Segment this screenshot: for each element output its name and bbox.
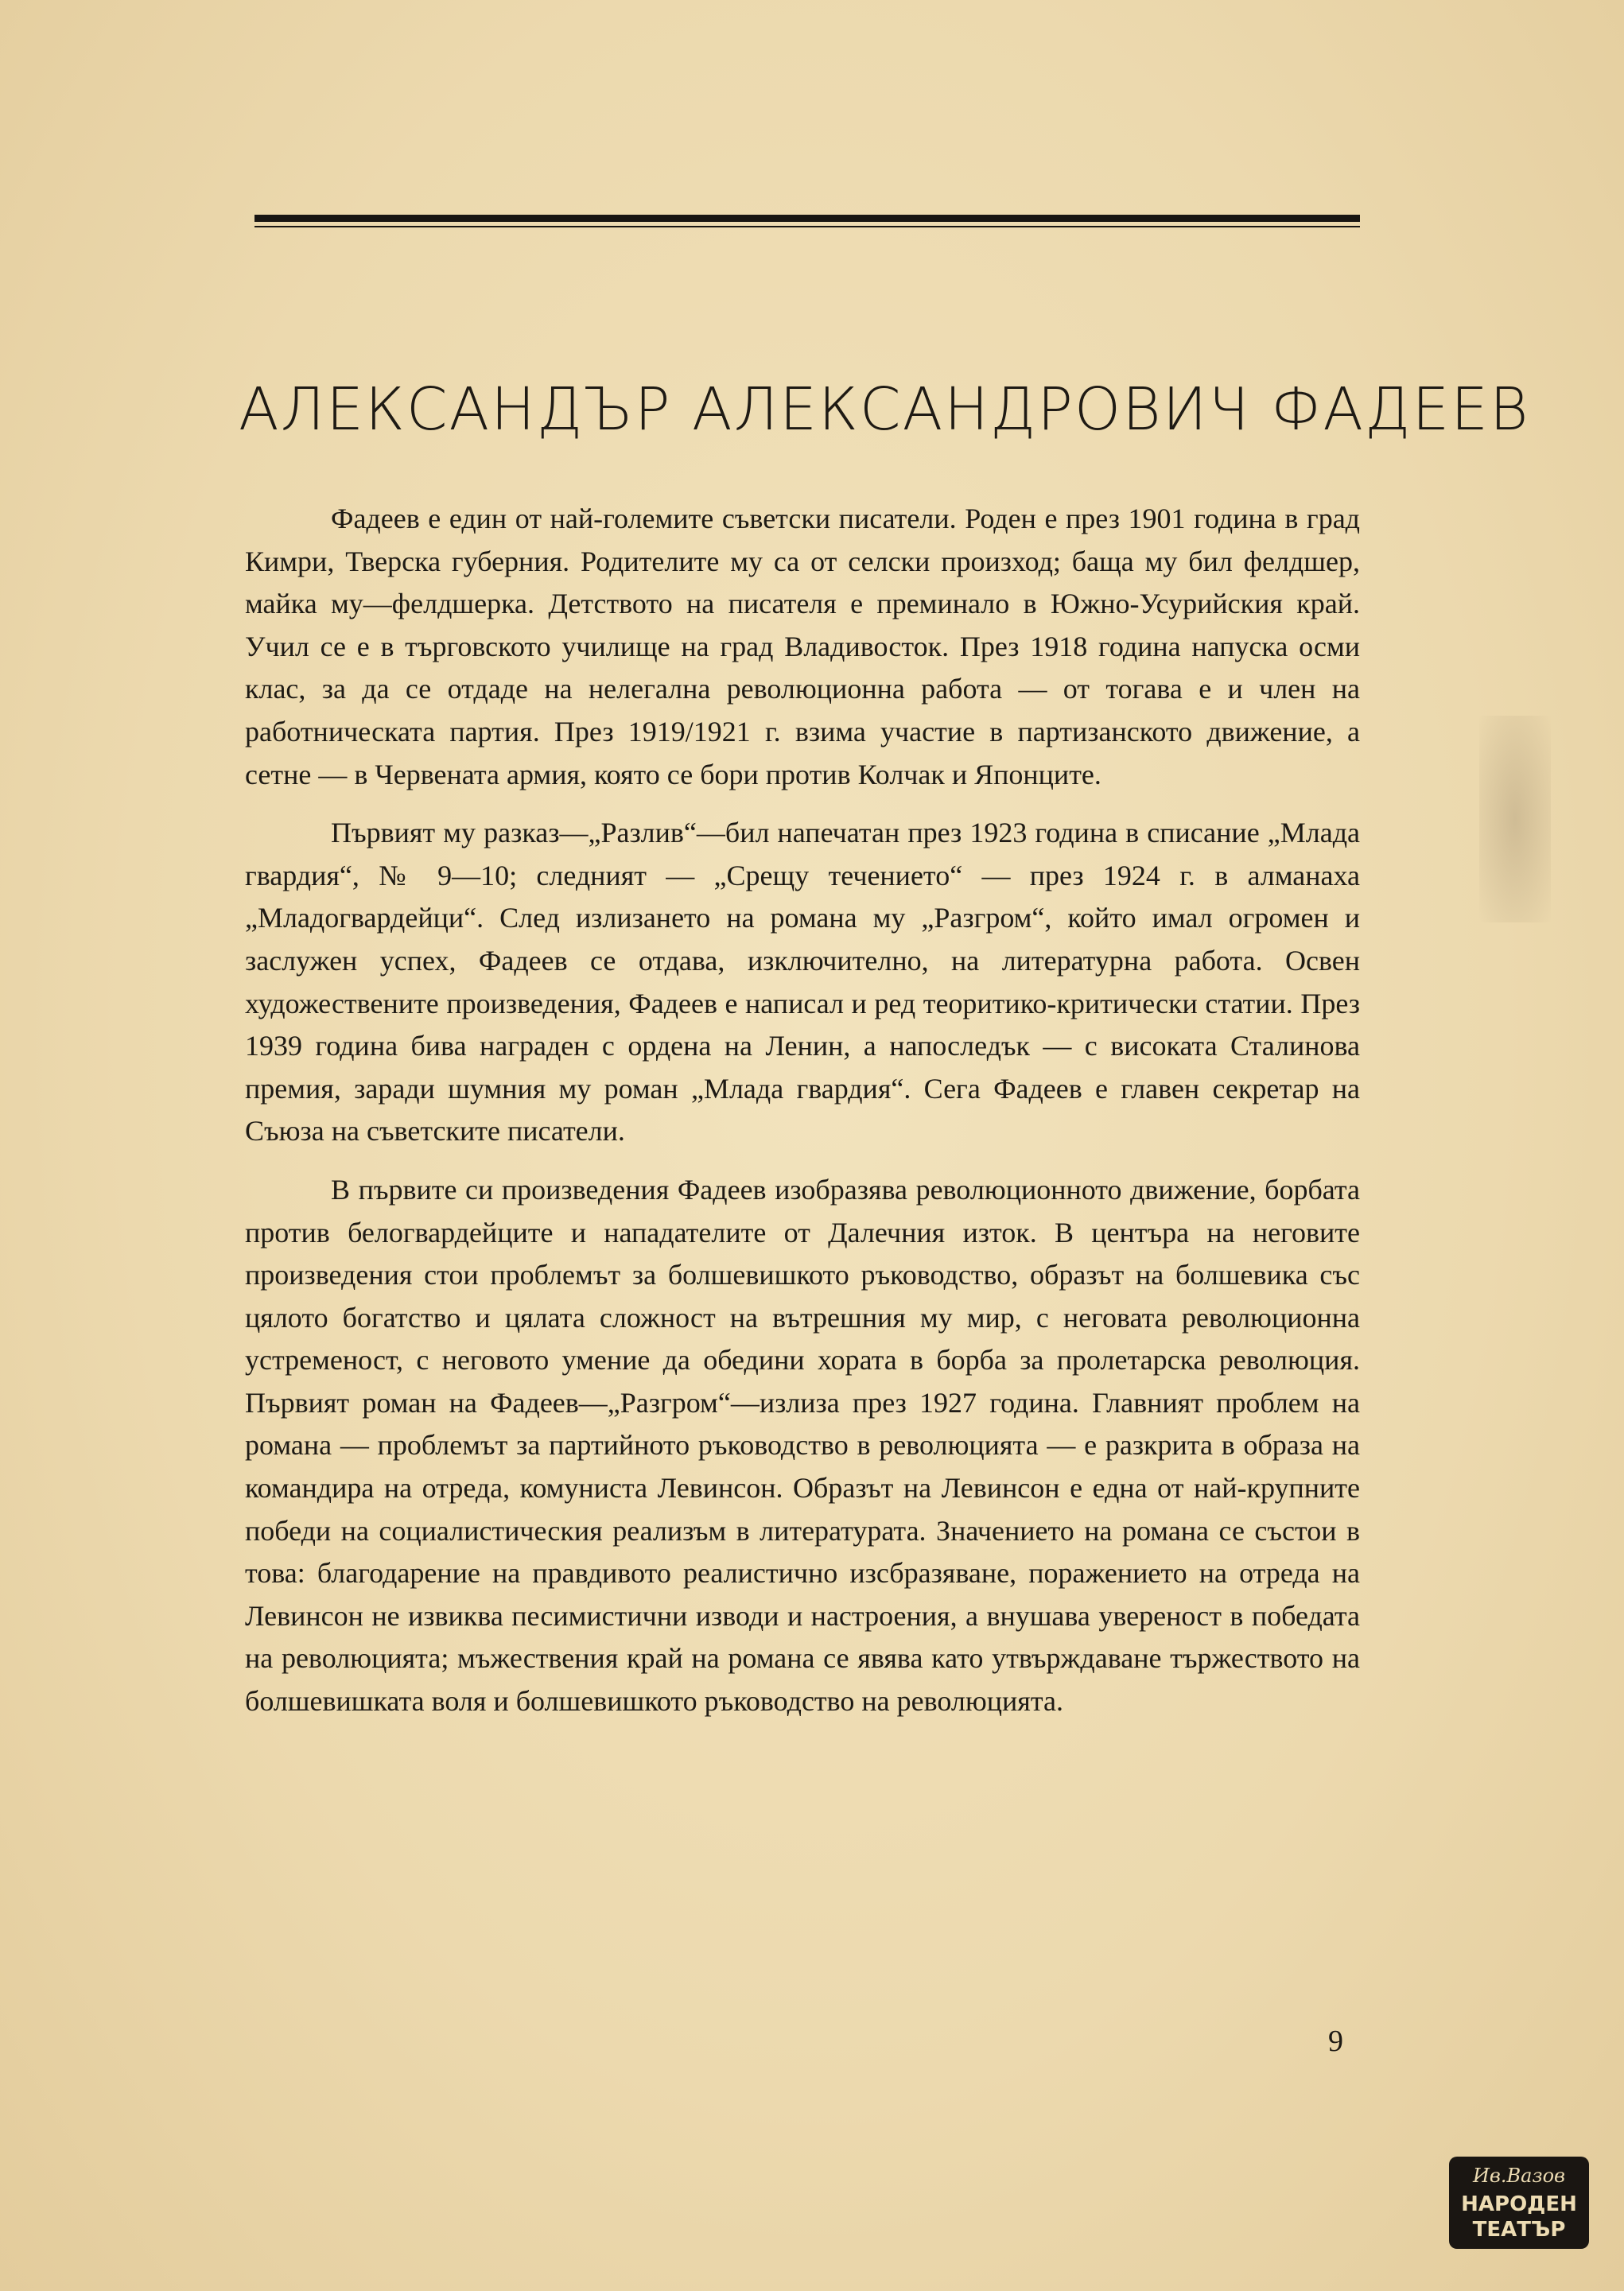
paragraph-2: Първият му разказ—„Разлив“—бил напечатан през 1923 година в списание „Млада гвардия“, № 9—10; следният — „Срещу течението“ — през 1924 г. в алманаха „Младогвардейци“. След излизането на романа му „Разгром“, който имал огромен и заслужен успех, Фадеев се отдава, изключително, на литературна работа. Освен художествените произведения, Фадеев е написал и ред теоритико-критически статии. През 1939 година бива награден с ордена на Ленин, а напоследък — с високата Сталинова премия, заради шумния му роман „Млада гвардия“. Сега Фадеев е главен секретар на Съюза на съветските писатели. bbox=[245, 817, 1360, 1147]
page-title: АЛЕКСАНДЪР АЛЕКСАНДРОВИЧ ФАДЕЕВ bbox=[239, 375, 1530, 444]
svg-text:Ив.Вазов: Ив.Вазов bbox=[1473, 2165, 1565, 2187]
page-number: 9 bbox=[1328, 2025, 1343, 2058]
paragraph-3: В първите си произведения Фадеев изобразява революционното движение, борбата против белогвардейците и нападателите от Далечния изток. В центъра на неговите произведения стои проблемът за болшевишкото ръководство, образът на болшевика със цялото богатство и цялата сложност на вътрешния му мир, с неговата революционна устременост, с неговото умение да обедини хората в борба за пролетарска революция. Първият роман на Фадеев—„Разгром“—излиза през 1927 година. Главният проблем на романа — проблемът за партийното ръководство в революцията — е разкрита в образа на командира на отреда, комуниста Левинсон. Образът на Левинсон е една от най-крупните победи на социалистическия реализъм в литературата. Значението на романа се състои в това: благодарение на правдивото реалистично изсбразяване, поражението на отреда на Левинсон не извиква песимистични изводи и настроения, а внушава увереност в победата на революцията; мъжествения край на романа се явява като утвърждаване тържеството на болшевишката воля и болшевишкото ръководство на революцията. bbox=[245, 1173, 1360, 1718]
paragraph-1: Фадеев е един от най-големите съветски писатели. Роден е през 1901 година в град Кимри, Тверска губерния. Родителите му са от селски произход; баща му бил фелдшер, майка му—фелдшерка. Детството на писателя е преминало в Южно-Усурийския край. Учил се е в търговското училище на град Владивосток. През 1918 година напуска осми клас, за да се отдаде на нелегална революционна работа — от тогава е и член на работническата партия. През 1919/1921 г. взима участие в партизанското движение, а сетне — в Червената армия, която се бори против Колчак и Японците. bbox=[245, 503, 1360, 790]
article-body bbox=[245, 498, 1360, 1723]
header-rule-thin bbox=[254, 226, 1360, 227]
paper-smudge bbox=[1479, 716, 1551, 922]
header-rule bbox=[254, 215, 1360, 227]
theatre-stamp-logo bbox=[1447, 2155, 1591, 2250]
header-rule-thick bbox=[254, 215, 1360, 222]
svg-text:ТЕАТЪР: ТЕАТЪР bbox=[1472, 2218, 1566, 2242]
svg-text:НАРОДЕН: НАРОДЕН bbox=[1461, 2192, 1577, 2216]
